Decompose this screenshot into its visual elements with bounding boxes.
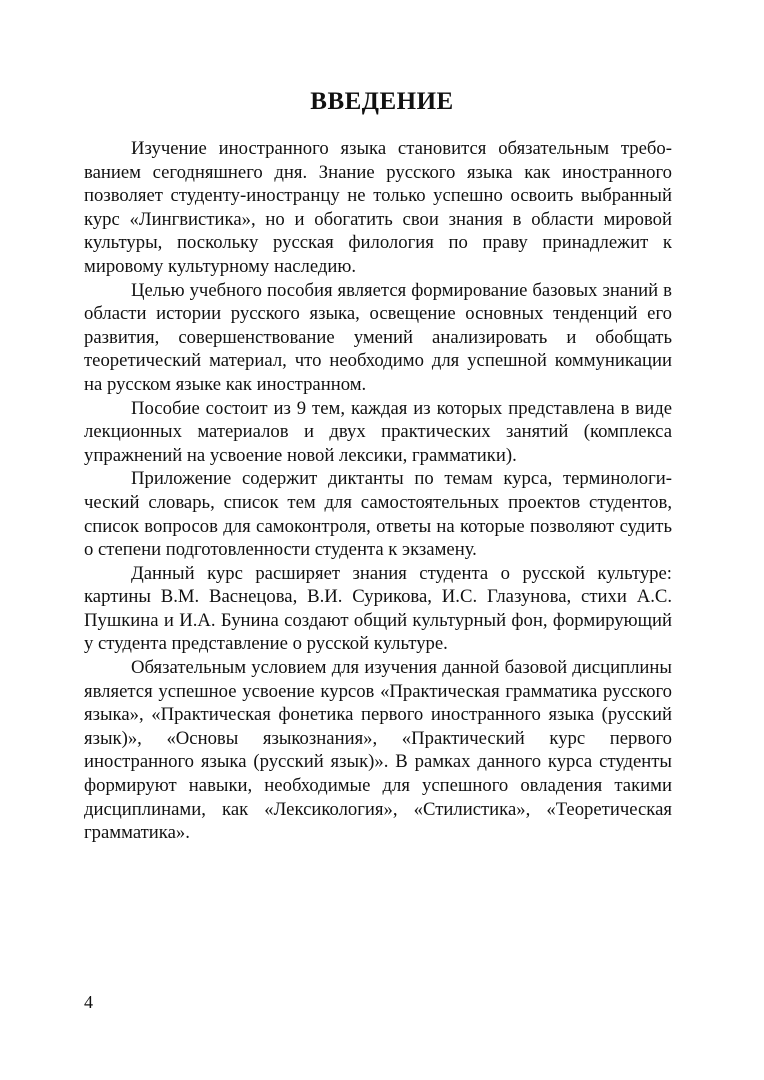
paragraph-study-importance: Изучение иностранного языка становится обязательным требованием сегодняшнего дня. Знание русского языка как иностранного позволяет студенту-иностранцу не только успешно освоить выбранный курс «Лингвистика», но и обогатить свои знания в области мировой культуры, поскольку русская филология по праву принадлежит к мировому культурному наследию. (84, 138, 672, 277)
page-title: ВВЕДЕНИЕ (310, 88, 454, 115)
body-text (84, 137, 672, 845)
paragraph-textbook-structure: Пособие состоит из 9 тем, каждая из которых представлена в виде лекционных материалов и двух практических занятий (комплекса упражнений на усвоение новой лексики, грамматики). (84, 397, 672, 466)
page-number: 4 (84, 992, 93, 1012)
paragraph-prerequisites: Обязательным условием для изучения данной базовой дисциплины является успешное усвоение курсов «Практическая грамматика русского языка», «Практическая фонетика первого иностранного языка (русский язык)», «Основы языкознания», «Практический курс первого иностранного языка (русский язык)». В рамках данного курса студенты формируют навыки, необходимые для успешного овладения такими дисциплинами, как «Лексикология», «Стилистика», «Теоретическая грамматика». (84, 657, 672, 844)
paragraph-appendix: Приложение содержит диктанты по темам курса, терминологический словарь, список тем для самостоятельных проектов студентов, список вопросов для самоконтроля, ответы на которые позволяют судить о степени подготовленности студента к экзамену. (84, 468, 672, 561)
paragraph-textbook-goal: Целью учебного пособия является формирование базовых знаний в области истории русского языка, освещение основных тенденций его развития, совершенствование умений анализировать и обобщать теоретический материал, что необходимо для успешной коммуникации на русском языке как иностранном. (84, 279, 672, 395)
paragraph-culture: Данный курс расширяет знания студента о русской культуре: картины В.М. Васнецова, В.И. Сурикова, И.С. Глазунова, стихи А.С. Пушкина и И.А. Бунина создают общий культурный фон, формирующий у студента представление о русской культуре. (84, 562, 672, 655)
